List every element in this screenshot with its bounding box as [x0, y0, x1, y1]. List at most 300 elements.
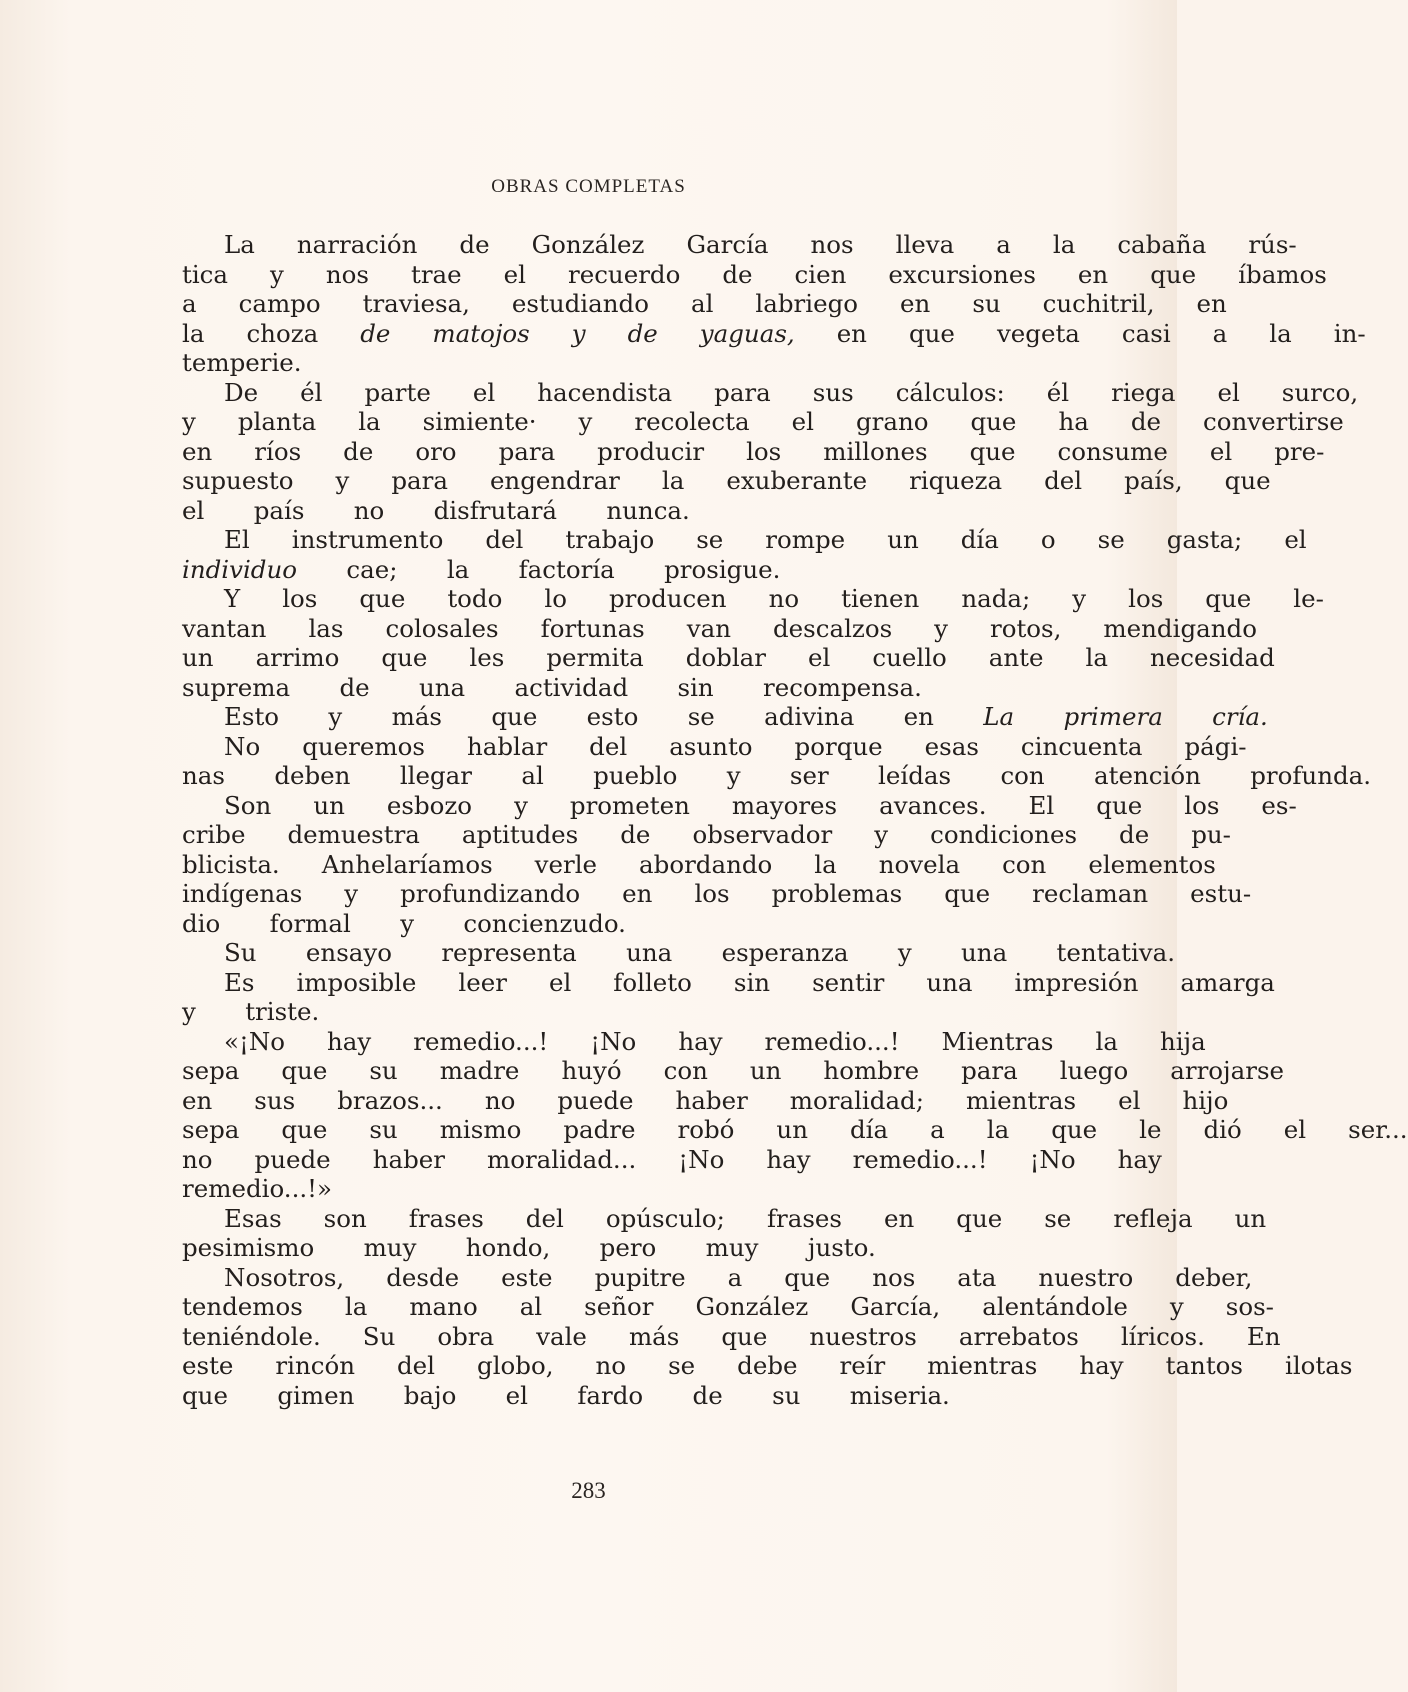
word: brazos...: [337, 1085, 443, 1115]
word: nos: [872, 1262, 916, 1292]
word: y: [874, 820, 889, 849]
text-line: [140, 702, 1268, 732]
word: prometen: [569, 790, 690, 820]
word: al: [519, 1292, 543, 1321]
word: pági-: [1184, 731, 1247, 761]
paragraph: [140, 377, 1359, 526]
word: problemas: [771, 879, 903, 908]
word: mismo: [439, 1115, 522, 1144]
word: miseria.: [849, 1380, 950, 1410]
word: hijo: [1182, 1085, 1229, 1115]
word: deber,: [1175, 1262, 1253, 1292]
text-line: [140, 613, 1257, 644]
word: que: [281, 1115, 328, 1144]
word: dio: [182, 908, 221, 938]
word: justo.: [807, 1233, 876, 1262]
word: remedio...!: [852, 1144, 988, 1174]
word: campo: [238, 289, 321, 318]
text-line: [140, 1321, 1281, 1352]
paragraph: [140, 790, 1297, 939]
word: temperie.: [182, 348, 302, 377]
word: elementos: [1088, 849, 1216, 879]
word: hablar: [466, 731, 548, 761]
word: supuesto: [182, 466, 294, 495]
word: un: [313, 790, 345, 820]
word: consume: [1057, 436, 1168, 466]
word: remedio...!: [413, 1026, 549, 1056]
word: primera: [1063, 702, 1163, 731]
word: Y: [224, 584, 241, 613]
word: recuerdo: [567, 259, 681, 289]
paragraph: [140, 702, 1268, 732]
word: alentándole: [982, 1292, 1128, 1321]
text-line: [140, 967, 1275, 998]
text-line: [140, 1292, 1274, 1322]
word: excursiones: [888, 259, 1036, 289]
word: de: [620, 820, 651, 849]
word: que: [721, 1321, 768, 1351]
word: mientras: [927, 1351, 1038, 1380]
word: puede: [557, 1085, 634, 1115]
paragraph: [140, 731, 1372, 791]
page-number: 283: [571, 1478, 606, 1503]
word: que: [784, 1262, 831, 1292]
word: para: [714, 377, 771, 407]
word: la: [344, 1292, 368, 1321]
word: sin: [733, 967, 771, 997]
text-line: [140, 673, 996, 703]
word: estudiando: [511, 289, 649, 318]
word: que: [1205, 584, 1252, 613]
word: pesimismo: [182, 1233, 315, 1262]
word: producen: [608, 584, 727, 613]
word: arrebatos: [958, 1321, 1079, 1351]
word: opúsculo;: [605, 1203, 725, 1233]
word: abordando: [639, 849, 773, 879]
word: sus: [254, 1085, 296, 1115]
text-line: [140, 407, 1344, 437]
paragraph: [140, 1203, 1267, 1263]
word: cribe: [182, 820, 246, 849]
word: dió: [1203, 1115, 1242, 1144]
word: madre: [439, 1056, 520, 1085]
word: que: [1051, 1115, 1098, 1144]
word: globo,: [477, 1351, 554, 1380]
word: que: [908, 318, 955, 348]
text-line: [140, 1085, 1229, 1116]
word: van: [686, 613, 731, 643]
text-line: [140, 1351, 1353, 1381]
word: desde: [386, 1262, 460, 1292]
word: trae: [410, 259, 462, 289]
word: en: [903, 702, 934, 731]
text-line: [140, 1174, 996, 1204]
word: rompe: [765, 525, 846, 554]
text-line: [140, 643, 1275, 673]
word: la: [814, 849, 837, 879]
word: de: [692, 1380, 723, 1410]
word: robó: [677, 1115, 735, 1144]
word: ensayo: [305, 938, 392, 967]
word: instrumento: [291, 525, 444, 554]
text-line: [140, 879, 1252, 909]
word: triste.: [245, 997, 320, 1026]
word: mano: [409, 1292, 478, 1321]
word: una: [418, 672, 466, 702]
word: reír: [839, 1351, 886, 1380]
word: gimen: [277, 1380, 355, 1410]
word: leídas: [878, 761, 952, 790]
word: todo: [447, 584, 503, 613]
word: sus: [812, 377, 854, 407]
word: amarga: [1180, 967, 1275, 997]
word: disfrutará: [433, 495, 558, 525]
word: refleja: [1113, 1203, 1193, 1233]
word: moralidad...: [486, 1144, 637, 1174]
word: a: [930, 1115, 945, 1144]
word: los: [694, 879, 730, 908]
word: esbozo: [386, 790, 473, 820]
word: reclaman: [1032, 879, 1149, 908]
word: condiciones: [930, 820, 1078, 849]
word: lo: [544, 584, 567, 613]
word: con: [1002, 849, 1047, 879]
word: pueblo: [593, 761, 678, 790]
word: la: [986, 1115, 1010, 1144]
word: pupitre: [594, 1262, 686, 1292]
word: y: [270, 259, 284, 289]
word: exuberante: [726, 466, 868, 495]
word: los: [1128, 584, 1164, 613]
word: profunda.: [1250, 761, 1372, 790]
word: haber: [372, 1144, 445, 1174]
word: ser: [789, 761, 829, 790]
word: producir: [597, 436, 705, 466]
text-line: [140, 466, 1271, 496]
word: y: [182, 407, 196, 436]
word: yaguas,: [699, 318, 795, 348]
word: él: [1046, 377, 1070, 407]
word: planta: [237, 407, 317, 436]
word: el: [808, 643, 831, 672]
word: sin: [677, 672, 714, 702]
word: tendemos: [182, 1292, 303, 1321]
word: estu-: [1190, 879, 1252, 908]
text-line: [140, 259, 1327, 290]
word: país: [253, 495, 305, 525]
word: y: [344, 879, 359, 908]
word: más: [628, 1321, 680, 1351]
word: se: [696, 525, 724, 554]
word: una: [926, 967, 973, 997]
text-line: [140, 790, 1297, 821]
word: hay: [678, 1026, 723, 1056]
word: porque: [794, 731, 883, 761]
word: ¡No: [590, 1026, 637, 1056]
word: adivina: [764, 702, 855, 731]
word: mientras: [966, 1085, 1077, 1115]
word: su: [369, 1056, 398, 1085]
word: vantan: [182, 613, 267, 643]
word: mayores: [731, 790, 838, 820]
word: riqueza: [909, 466, 1003, 495]
word: La: [224, 230, 255, 259]
word: aptitudes: [461, 820, 579, 849]
word: doblar: [685, 643, 767, 672]
word: ilotas: [1285, 1351, 1353, 1380]
word: atención: [1094, 761, 1201, 790]
word: engendrar: [489, 466, 620, 495]
word: pu-: [1191, 820, 1231, 849]
word: y: [514, 790, 528, 820]
text-line: [140, 525, 1307, 555]
word: de: [360, 318, 391, 348]
word: una: [626, 938, 673, 967]
word: nuestros: [809, 1321, 917, 1351]
word: moralidad;: [789, 1085, 924, 1115]
word: rincón: [275, 1351, 355, 1380]
word: que: [956, 1203, 1003, 1233]
word: hay: [766, 1144, 811, 1174]
text-line: [140, 761, 1372, 791]
word: «¡No: [224, 1026, 286, 1056]
word: en: [182, 436, 213, 466]
word: García,: [850, 1292, 941, 1321]
word: a: [727, 1262, 743, 1292]
word: día: [960, 525, 999, 554]
word: vale: [536, 1321, 587, 1351]
word: arrojarse: [1170, 1056, 1285, 1085]
word: teniéndole.: [182, 1321, 321, 1351]
word: lleva: [895, 230, 955, 259]
word: frases: [408, 1203, 484, 1233]
word: para: [391, 466, 448, 495]
word: de: [343, 436, 374, 466]
word: queremos: [302, 731, 425, 761]
word: esperanza: [721, 938, 849, 967]
word: el: [1284, 525, 1307, 554]
word: que: [1096, 790, 1143, 820]
word: y: [1169, 1292, 1184, 1321]
word: y: [1072, 584, 1087, 613]
body-text: [140, 230, 1408, 1410]
word: sepa: [182, 1056, 240, 1085]
word: sos-: [1225, 1292, 1274, 1321]
word: mendigando: [1103, 613, 1257, 643]
word: puede: [254, 1144, 331, 1174]
word: Es: [224, 967, 255, 997]
word: remedio...!: [764, 1026, 900, 1056]
word: no: [768, 584, 800, 613]
word: frases: [766, 1203, 842, 1233]
word: día: [849, 1115, 889, 1144]
word: Son: [224, 790, 272, 820]
word: oro: [415, 436, 457, 466]
text-line: [140, 938, 1176, 968]
word: factoría: [518, 554, 615, 584]
word: en: [836, 318, 867, 348]
paragraph: [140, 967, 1275, 1027]
word: se: [687, 702, 715, 731]
word: con: [1000, 761, 1045, 790]
word: en: [900, 289, 931, 318]
paragraph: [140, 938, 1176, 968]
word: con: [663, 1056, 708, 1085]
word: la: [446, 554, 470, 584]
word: narración: [296, 230, 418, 259]
word: remedio...!»: [182, 1174, 332, 1203]
word: se: [1044, 1203, 1072, 1233]
word: cuchitril,: [1042, 289, 1155, 318]
word: individuo: [182, 554, 298, 584]
word: le-: [1293, 584, 1324, 613]
word: muy: [705, 1233, 759, 1262]
word: En: [1246, 1321, 1281, 1351]
word: de: [627, 318, 658, 348]
word: huyó: [561, 1056, 622, 1085]
word: o: [1040, 525, 1056, 554]
word: líricos.: [1120, 1321, 1205, 1351]
word: a: [1212, 318, 1228, 348]
text-line: [140, 909, 996, 939]
word: que: [381, 643, 428, 672]
text-line: [140, 318, 1366, 349]
word: de: [1119, 820, 1150, 849]
word: los: [1184, 790, 1220, 820]
word: que: [969, 436, 1016, 466]
word: y: [934, 613, 948, 643]
word: obra: [437, 1321, 495, 1351]
word: representa: [441, 938, 577, 967]
word: ¡No: [678, 1144, 725, 1174]
text-line: [140, 1262, 1253, 1293]
word: del: [589, 731, 628, 761]
word: el: [548, 967, 572, 997]
word: del: [1044, 466, 1083, 495]
word: blicista.: [182, 849, 280, 879]
word: bajo: [403, 1380, 457, 1410]
word: en: [622, 879, 653, 908]
word: en: [1196, 289, 1227, 318]
word: in-: [1333, 318, 1366, 348]
word: indígenas: [182, 879, 303, 908]
word: que: [182, 1380, 228, 1410]
word: prosigue.: [664, 554, 781, 584]
word: el: [503, 259, 526, 289]
word: demuestra: [287, 820, 420, 849]
word: imposible: [296, 967, 417, 997]
word: formal: [269, 908, 351, 938]
word: de: [1130, 407, 1162, 436]
word: los: [282, 584, 318, 613]
word: un: [1234, 1203, 1267, 1233]
word: son: [323, 1203, 367, 1233]
word: un: [182, 643, 214, 672]
text-line: [140, 1203, 1267, 1234]
word: y: [182, 997, 196, 1026]
word: que: [281, 1056, 328, 1085]
word: esas: [924, 731, 979, 761]
word: Su: [224, 938, 257, 967]
word: nada;: [961, 584, 1031, 613]
word: cría.: [1212, 702, 1268, 731]
paragraph: [140, 1026, 1408, 1204]
word: no: [484, 1085, 516, 1115]
word: nunca.: [606, 495, 690, 525]
word: matojos: [432, 318, 530, 348]
word: actividad: [514, 672, 629, 702]
word: hay: [1079, 1351, 1124, 1380]
word: surco,: [1281, 377, 1359, 407]
word: la: [1269, 318, 1292, 348]
word: ata: [957, 1262, 997, 1292]
word: y: [400, 908, 415, 938]
word: padre: [563, 1115, 636, 1144]
word: y: [335, 466, 350, 495]
text-line: [140, 1026, 1206, 1057]
text-line: [140, 584, 1324, 614]
word: cálculos:: [895, 377, 1005, 407]
word: su: [972, 289, 1001, 318]
word: Esas: [224, 1203, 282, 1233]
word: descalzos: [773, 613, 893, 643]
word: le: [1139, 1115, 1162, 1144]
word: señor: [584, 1292, 654, 1321]
word: de: [459, 230, 490, 259]
word: de: [722, 259, 753, 289]
text-line: [140, 1381, 996, 1411]
word: pero: [599, 1233, 657, 1262]
word: al: [521, 761, 544, 790]
word: Esto: [224, 702, 280, 731]
word: concienzudo.: [463, 908, 626, 938]
word: las: [308, 613, 344, 643]
word: él: [300, 377, 323, 407]
word: sepa: [182, 1115, 240, 1144]
word: su: [772, 1380, 801, 1410]
word: grano: [855, 407, 929, 436]
text-line: [140, 377, 1359, 408]
word: choza: [246, 318, 319, 348]
word: verle: [534, 849, 598, 879]
word: El: [1028, 790, 1055, 820]
word: cien: [794, 259, 847, 289]
word: gasta;: [1166, 525, 1243, 554]
word: la: [358, 407, 381, 436]
word: traviesa,: [362, 289, 470, 318]
word: no: [182, 1144, 213, 1174]
word: este: [501, 1262, 553, 1292]
word: rús-: [1248, 230, 1297, 259]
word: en: [1077, 259, 1109, 289]
word: sentir: [812, 967, 885, 997]
word: la: [1085, 643, 1108, 672]
word: hombre: [823, 1056, 920, 1085]
text-line: [140, 849, 1216, 880]
word: el: [182, 495, 205, 525]
word: se: [668, 1351, 696, 1380]
word: es-: [1261, 790, 1297, 820]
word: pre-: [1274, 436, 1325, 466]
word: impresión: [1014, 967, 1139, 997]
word: folleto: [613, 967, 692, 997]
word: rotos,: [990, 613, 1062, 643]
word: el: [1118, 1085, 1141, 1115]
text-line: [140, 348, 996, 378]
text-line: [140, 230, 1297, 260]
word: a: [996, 230, 1011, 259]
word: se: [1097, 525, 1125, 554]
